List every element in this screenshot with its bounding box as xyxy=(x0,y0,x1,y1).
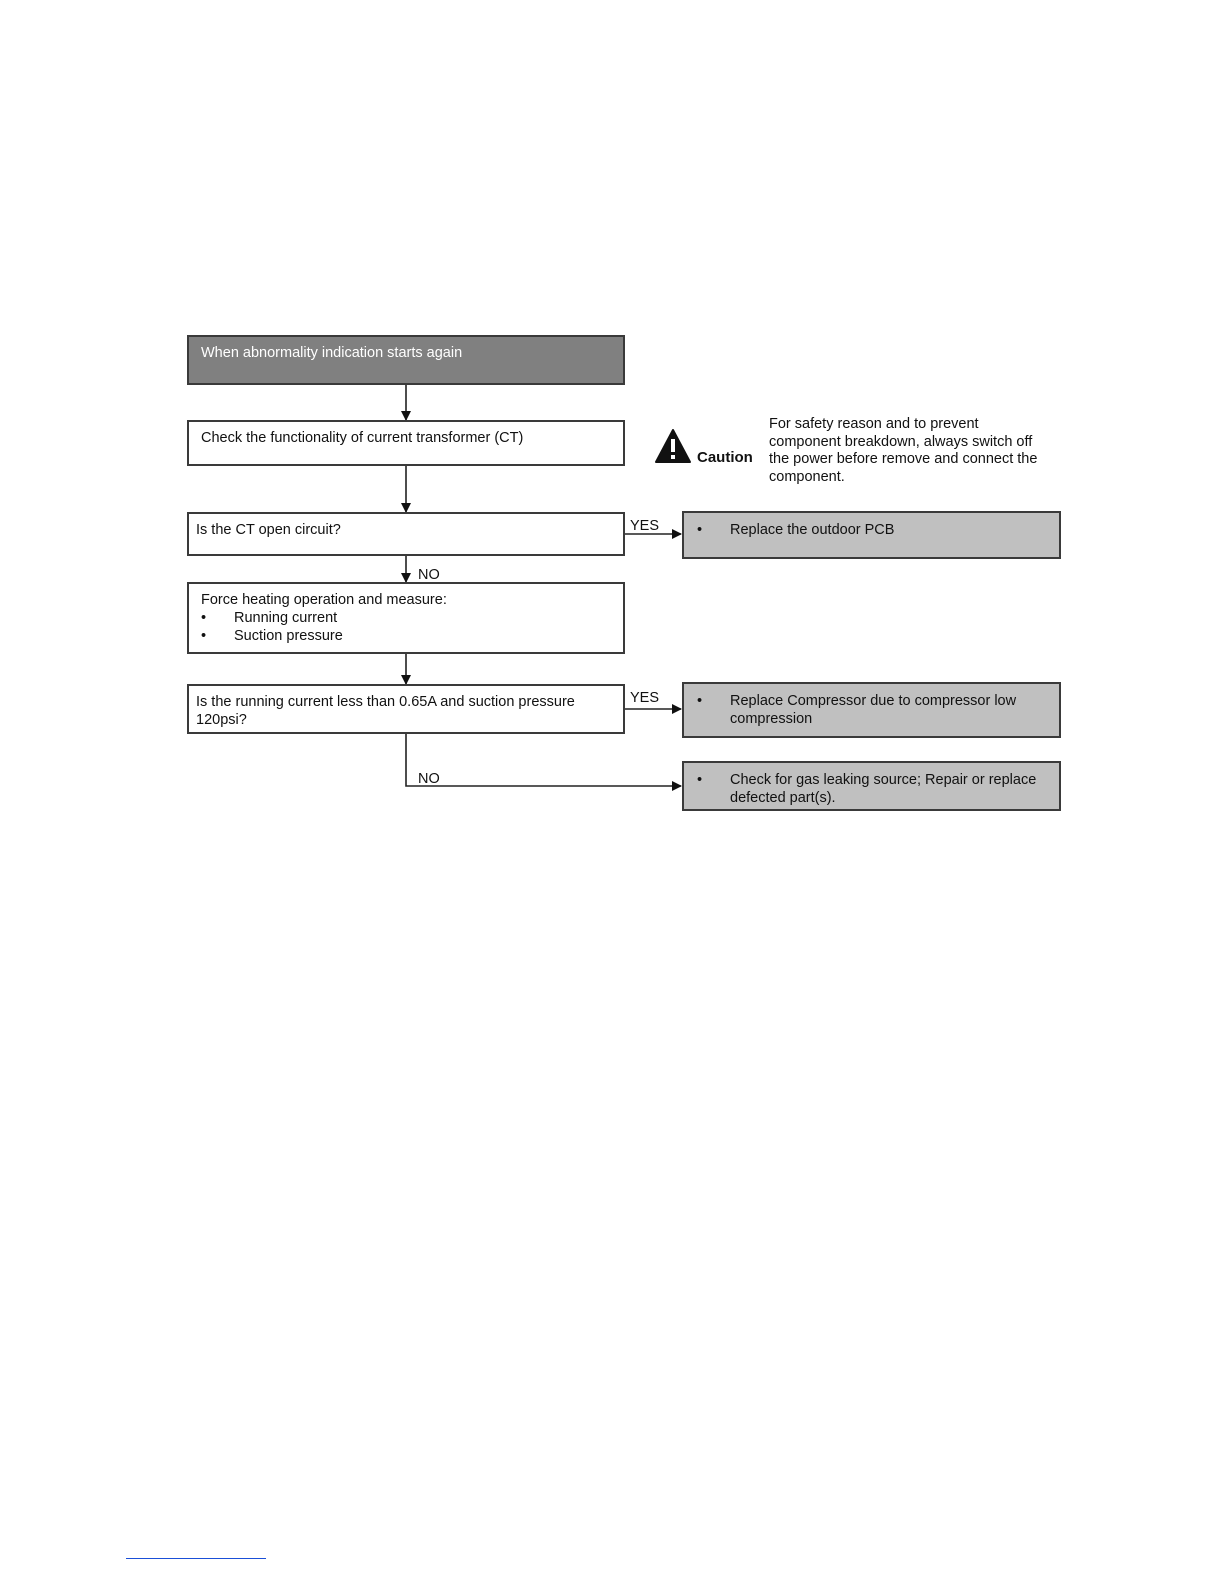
yes-label: YES xyxy=(630,690,660,706)
no-label: NO xyxy=(418,771,440,787)
arrow-running-no xyxy=(406,734,681,786)
list-item: Running current xyxy=(234,610,338,626)
bullet: • xyxy=(201,628,207,644)
footnote-rule xyxy=(126,1558,266,1559)
bullet: • xyxy=(697,772,703,788)
running-current-line1: Is the running current less than 0.65A and suction pressure xyxy=(196,694,575,710)
check-ct-box xyxy=(187,420,625,466)
start-label: When abnormality indication starts again xyxy=(201,345,463,361)
replace-compressor-line1: Replace Compressor due to compressor low xyxy=(730,693,1017,709)
check-gas-line2: defected part(s). xyxy=(730,790,836,806)
bullet: • xyxy=(697,693,703,709)
running-current-box xyxy=(187,684,625,734)
start-box xyxy=(187,335,625,385)
ct-open-label: Is the CT open circuit? xyxy=(196,522,341,538)
replace-compressor-box xyxy=(682,682,1061,738)
replace-compressor-line2: compression xyxy=(730,711,813,727)
list-item: Suction pressure xyxy=(234,628,343,644)
replace-pcb-box xyxy=(682,511,1061,559)
force-heating-box xyxy=(187,582,625,654)
bullet: • xyxy=(697,522,703,538)
force-heating-label: Force heating operation and measure: xyxy=(201,592,447,608)
warning-icon xyxy=(654,428,692,464)
check-gas-line1: Check for gas leaking source; Repair or replace xyxy=(730,772,1037,788)
running-current-line2: 120psi? xyxy=(196,712,247,728)
yes-label: YES xyxy=(630,518,660,534)
ct-open-box xyxy=(187,512,625,556)
check-ct-label: Check the functionality of current transformer (CT) xyxy=(201,430,524,446)
check-gas-box xyxy=(682,761,1061,811)
no-label: NO xyxy=(418,567,440,583)
caution-label: Caution xyxy=(697,449,753,466)
replace-pcb-label: Replace the outdoor PCB xyxy=(730,522,895,538)
bullet: • xyxy=(201,610,207,626)
caution-text: For safety reason and to prevent component breakdown, always switch off the power before remove and connect the component. xyxy=(769,416,1038,485)
